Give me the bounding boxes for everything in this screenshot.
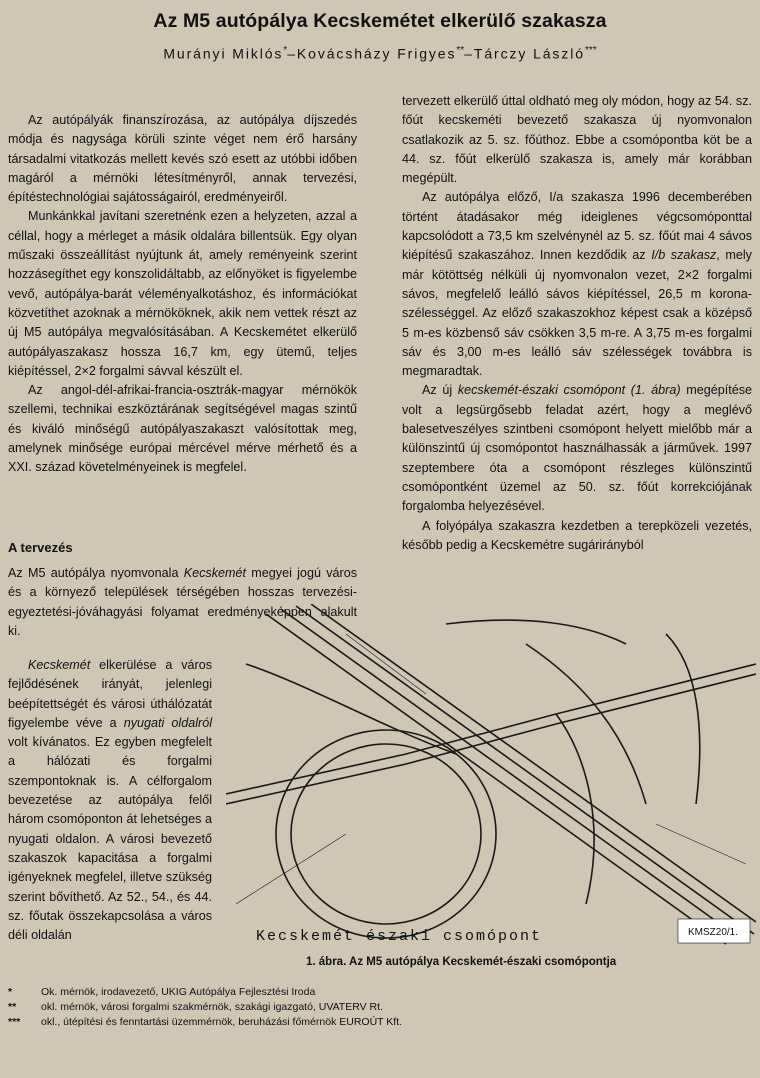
italic-run: kecskemét-északi csomópont (1. ábra): [457, 383, 681, 398]
drawing-code: KMSZ20/1.: [688, 927, 739, 938]
motorway-edge: [311, 604, 756, 922]
footnote-text: okl. mérnök, városi forgalmi szakmérnök, szakági igazgató, UVATERV Rt.: [41, 1001, 383, 1013]
paragraph: A folyópálya szakaszra kezdetben a terepközeli vezetés, később pedig a Kecskemétre sugárirányból: [402, 518, 752, 552]
slip-ramp: [246, 664, 456, 754]
paragraph: tervezett elkerülő úttal oldható meg oly módon, hogy az 54. sz. főút kecskeméti bevezető szakasza új nyomvonalon csatlakozik az 5. sz. főúthoz. Ebbe a csomópontba köt be a 44. sz. főút elkerülő szakasza is, amely már korábban megépült.: [402, 94, 752, 186]
paragraph: Az autópályák finanszírozása, az autópálya díjszedés módja és nagysága körüli szinte véget nem érő harsány társadalmi vitatkozás mellett kevés szó esett az utóbbi időben magáról a mérnöki létesítményről, annak tervezési, építéstechnológiai sajátosságairól, eredményeiről.: [8, 113, 357, 205]
motorway-edge: [281, 609, 741, 939]
slip-ramp: [666, 634, 700, 804]
text-run: elkerülése a város fejlődésének irányát, jelenlegi beépítettségét és városi úthálózatát figyelembe véve a: [8, 658, 212, 730]
author-3: –Tárczy László: [464, 45, 585, 62]
left-column-narrow-2: [8, 656, 212, 945]
motorway-edge: [296, 606, 754, 934]
italic-run: nyugati oldalról: [123, 715, 212, 730]
footnote-text: Ok. mérnök, irodavezető, UKIG Autópálya Fejlesztési Iroda: [41, 986, 316, 998]
text-run: , mely már kötöttség nélküli új nyomvonalon vezet, 2×2 forgalmi sávos, megfelelő leálló sávos kiépítéssel, 26,5 m korona-szélességgel. Az előző szakaszokhoz képest csak a középső 5 m-es közbenső sáv csökken 3,5 m-re. A 3,75 m-es forgalmi sáv és 3,00 m-es leálló sáv szélességek továbbra is megmaradtak.: [402, 248, 752, 379]
slip-ramp: [556, 714, 594, 904]
text-run: megépítése volt a legsürgősebb feladat azért, hogy a meglévő balesetveszélyes szintbeni csomópont helyett mielőbb már a különszintű új csomópontot használhassák a járművek. 1997 szeptembere óta a csomópont részleges különszintű csomópontként üzemel az 50. sz. főút korrekciójának forgalomba helyezésével.: [402, 383, 753, 514]
paragraph: [8, 656, 212, 945]
footnote-text: okl., útépítési és fenntartási üzemmérnök, beruházási főmérnök EUROÚT Kft.: [41, 1016, 403, 1028]
loop-ramp: [276, 730, 496, 938]
right-column: [402, 92, 752, 555]
page-title: Az M5 autópálya Kecskemétet elkerülő szakasza: [153, 10, 607, 32]
text-run: Az autópálya előző, I/a szakasza 1996 decemberében történt átadásakor még ideiglenes végcsomóponttal kapcsolódott a 73,5 km szelvénynél az 5. sz. főút mai 4 sávos kiépítésű szakaszához. Innen kezdődik az: [402, 190, 752, 263]
left-column-narrow: [8, 564, 357, 641]
footnote-mark-2: **: [456, 45, 465, 56]
paragraph: Munkánkkal javítani szeretnénk ezen a helyzeten, azzal a céllal, hogy a mérleget a másik oldalára billentsük. Egy olyan műszaki összeállítást nyújtunk át, amely reményeink szerint hozzásegíthet egy konszolidáltabb, az előnyöket is figyelembe vevő, autópálya-barát véleményalkotáshoz, és információkat közvetíthet azoknak a mérnököknek, akik nem vettek részt az új M5 autópálya megvalósításában. A Kecskemétet elkerülő autópályaszakasz hossza 16,7 km, egy ütemű, teljes kiépítéssel, 2×2 forgalmi sávval készült el.: [8, 209, 357, 378]
paragraph: Az angol-dél-afrikai-francia-osztrák-magyar mérnökök szellemi, technikai eszköztárának segítségével magas szintű és kiváló minőségű autópályaszakaszt valósítottak meg, amelynek minősége európai mércével mérve mérhető és a XXI. század követelményeinek is megfelel.: [8, 383, 357, 475]
author-1: Murányi Miklós: [163, 45, 284, 62]
italic-run: Kecskemét: [183, 566, 247, 580]
italic-run: I/b szakasz: [651, 248, 717, 263]
text-run: volt kívánatos. Ez egyben megfelelt a hálózati és forgalmi szempontoknak is. A célforgalom bevezetése az autópálya felől három csomóponton át lehetséges a nyugati oldalon. A városi bevezető szakaszok kapacitása a forgalmi igényeknek megfelel, illetve szükség szerint bővíthető. Az 52., 54., és 44. sz. főutak összekapcsolása a város déli oldalán: [8, 735, 212, 943]
interchange-drawing: [226, 604, 756, 950]
footnote-mark-3: ***: [584, 45, 597, 56]
drawing-label: Kecskemét északi csomópont: [256, 928, 543, 945]
road-lines: [226, 604, 756, 944]
italic-run: Kecskemét: [28, 658, 91, 672]
detail-line: [656, 824, 746, 864]
footnote-mark: **: [8, 1001, 17, 1013]
footnote-mark-1: *: [283, 45, 288, 56]
interchange-svg: [226, 604, 756, 950]
slip-ramp: [446, 620, 626, 644]
text-run: Az M5 autópálya nyomvonala: [8, 566, 184, 580]
paragraph: [402, 188, 752, 381]
author-2: –Kovácsházy Frigyes: [287, 45, 457, 62]
footnote: [8, 1015, 748, 1030]
footnote-mark: ***: [8, 1016, 21, 1028]
loop-ramp: [291, 744, 481, 924]
figure-caption: 1. ábra. Az M5 autópálya Kecskemét-északi csomópontja: [306, 956, 617, 968]
footnote: [8, 985, 748, 1000]
text-run: Az új: [422, 383, 458, 398]
footnote-mark: *: [8, 986, 13, 998]
text-run: megyei jogú város és a környező települések térségében hosszas tervezési-egyeztetési-jóváhagyási folyamat eredményeképpen alakult ki.: [8, 566, 357, 638]
paragraph: [402, 381, 752, 516]
crossing-road: [226, 674, 756, 804]
footnotes: [8, 985, 748, 1030]
author-line: [0, 45, 760, 62]
section-heading: A tervezés: [8, 540, 73, 555]
left-column: [8, 111, 357, 478]
footnote: [8, 1000, 748, 1015]
